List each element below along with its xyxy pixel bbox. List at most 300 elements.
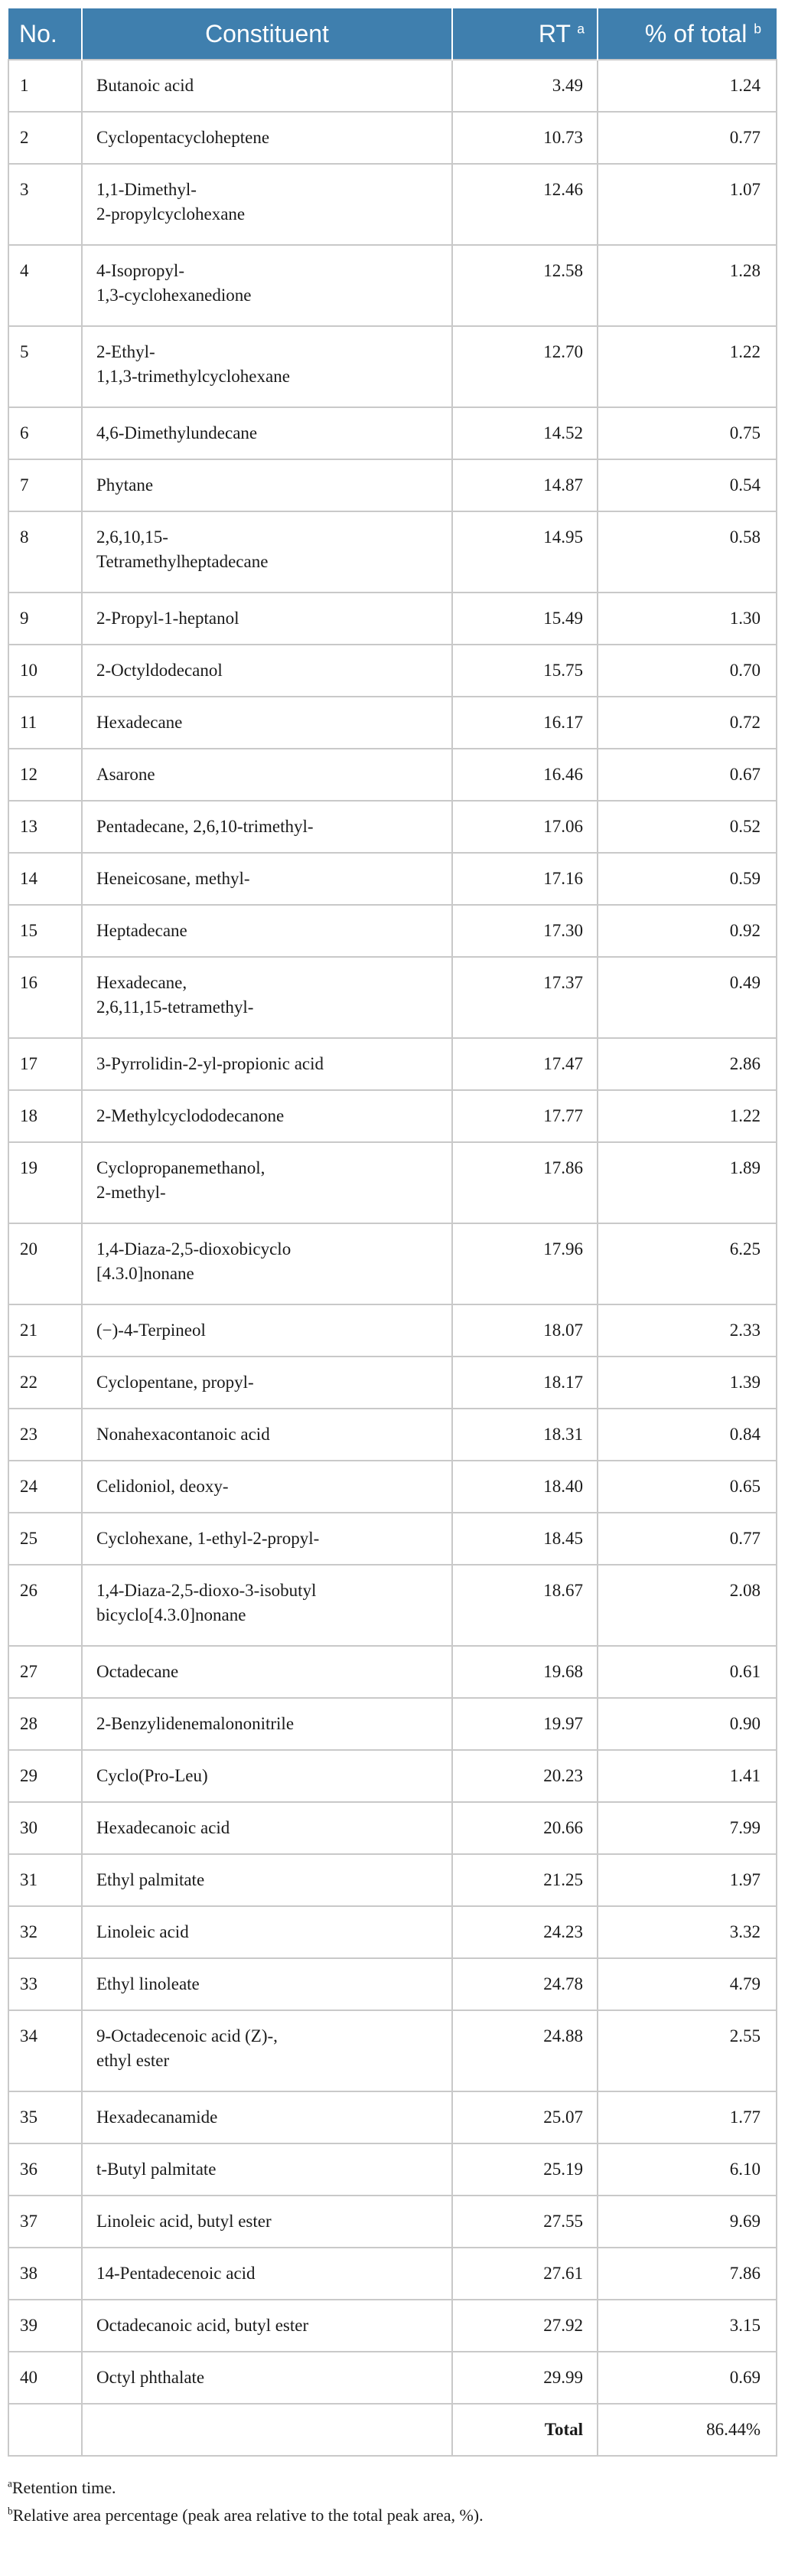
retention-time-text: 17.16 (543, 869, 583, 888)
constituent-name (82, 1646, 452, 1698)
constituent-name (82, 1409, 452, 1461)
row-number-text: 5 (20, 342, 29, 361)
constituent-name (82, 164, 452, 245)
table-row (8, 1906, 777, 1958)
constituent-name (82, 1142, 452, 1223)
row-number-text: 12 (20, 765, 37, 784)
table-row (8, 2196, 777, 2248)
row-number-text: 28 (20, 1714, 37, 1733)
retention-time (452, 905, 598, 957)
retention-time-text: 18.67 (543, 1581, 583, 1600)
row-number (8, 1090, 82, 1142)
percent-of-total (598, 459, 777, 511)
percent-of-total-text: 4.79 (729, 1974, 761, 1993)
retention-time (452, 801, 598, 853)
percent-of-total (598, 2010, 777, 2091)
percent-of-total (598, 1854, 777, 1906)
row-number (8, 2248, 82, 2300)
row-number (8, 2143, 82, 2196)
constituent-name-text: 1,4-Diaza-2,5-dioxobicyclo [4.3.0]nonane (96, 1239, 292, 1283)
header-percent-footnote-mark: b (754, 20, 761, 36)
retention-time-text: 10.73 (543, 128, 583, 147)
constituent-name (82, 697, 452, 749)
row-number-text: 11 (20, 713, 37, 732)
constituent-name (82, 645, 452, 697)
percent-of-total (598, 2352, 777, 2404)
retention-time-text: 17.96 (543, 1239, 583, 1259)
constituent-name (82, 60, 452, 112)
percent-of-total-text: 0.75 (729, 423, 761, 442)
retention-time (452, 645, 598, 697)
percent-of-total-text: 0.59 (729, 869, 761, 888)
retention-time (452, 1698, 598, 1750)
retention-time (452, 1565, 598, 1646)
percent-of-total-text: 9.69 (729, 2212, 761, 2231)
percent-of-total-text: 0.58 (729, 527, 761, 547)
table-row (8, 2248, 777, 2300)
row-number (8, 2196, 82, 2248)
table-row (8, 245, 777, 326)
table-row (8, 1142, 777, 1223)
percent-of-total-text: 6.10 (729, 2160, 761, 2179)
constituent-name (82, 2352, 452, 2404)
table-body (8, 60, 777, 2456)
retention-time (452, 1906, 598, 1958)
retention-time (452, 1038, 598, 1090)
percent-of-total-text: 0.70 (729, 661, 761, 680)
retention-time-text: 20.66 (543, 1818, 583, 1837)
percent-of-total (598, 112, 777, 164)
percent-of-total-text: 1.22 (729, 342, 761, 361)
retention-time-text: 18.17 (543, 1373, 583, 1392)
row-number (8, 853, 82, 905)
retention-time (452, 749, 598, 801)
constituent-name-text: Heneicosane, methyl- (96, 869, 250, 888)
row-number (8, 1906, 82, 1958)
constituent-name (82, 2091, 452, 2143)
row-number-text: 8 (20, 527, 29, 547)
row-number-text: 6 (20, 423, 29, 442)
table-row (8, 511, 777, 593)
retention-time (452, 1409, 598, 1461)
row-number-text: 13 (20, 817, 37, 836)
constituent-name-text: Nonahexacontanoic acid (96, 1425, 270, 1444)
retention-time-text: 25.07 (543, 2107, 583, 2127)
row-number-text: 18 (20, 1106, 37, 1125)
row-number-text: 14 (20, 869, 37, 888)
table-row (8, 2300, 777, 2352)
retention-time-text: 20.23 (543, 1766, 583, 1785)
row-number (8, 245, 82, 326)
constituent-name-text: Celidoniol, deoxy- (96, 1477, 229, 1496)
retention-time (452, 2352, 598, 2404)
row-number (8, 1461, 82, 1513)
table-row (8, 112, 777, 164)
percent-of-total (598, 1802, 777, 1854)
constituent-name (82, 2300, 452, 2352)
retention-time (452, 2300, 598, 2352)
constituent-name-text: Octadecane (96, 1662, 179, 1681)
constituents-table (8, 8, 777, 2457)
constituent-name (82, 957, 452, 1038)
row-number-text: 19 (20, 1158, 37, 1177)
percent-of-total (598, 2143, 777, 2196)
retention-time (452, 697, 598, 749)
constituent-name-text: Cyclo(Pro-Leu) (96, 1766, 208, 1785)
retention-time-text: 18.45 (543, 1529, 583, 1548)
retention-time (452, 2248, 598, 2300)
constituent-name (82, 112, 452, 164)
table-row (8, 957, 777, 1038)
percent-of-total (598, 749, 777, 801)
retention-time-text: 3.49 (552, 76, 583, 95)
constituent-name (82, 749, 452, 801)
table-row (8, 1854, 777, 1906)
percent-of-total-text: 0.84 (729, 1425, 761, 1444)
header-no: No. (8, 8, 82, 60)
total-value (598, 2404, 777, 2456)
row-number-text: 38 (20, 2264, 37, 2283)
percent-of-total-text: 0.77 (729, 128, 761, 147)
constituent-name-text: Cyclopentane, propyl- (96, 1373, 254, 1392)
percent-of-total (598, 407, 777, 459)
constituent-name-text: Cyclohexane, 1-ethyl-2-propyl- (96, 1529, 320, 1548)
retention-time-text: 16.17 (543, 713, 583, 732)
footnote-a-text: Retention time. (11, 2478, 116, 2497)
row-number (8, 1565, 82, 1646)
constituent-name-text: Octyl phthalate (96, 2368, 205, 2387)
constituent-name-text: 2,6,10,15- Tetramethylheptadecane (96, 527, 269, 571)
percent-of-total-text: 0.49 (729, 973, 761, 992)
constituent-name (82, 2010, 452, 2091)
retention-time-text: 12.58 (543, 261, 583, 280)
retention-time-text: 17.47 (543, 1054, 583, 1073)
retention-time (452, 2091, 598, 2143)
table-row (8, 801, 777, 853)
retention-time-text: 17.30 (543, 921, 583, 940)
row-number-text: 37 (20, 2212, 37, 2231)
row-number (8, 905, 82, 957)
constituent-name-text: Hexadecane (96, 713, 183, 732)
percent-of-total (598, 1906, 777, 1958)
row-number (8, 1698, 82, 1750)
constituent-name (82, 1090, 452, 1142)
percent-of-total-text: 2.55 (729, 2026, 761, 2045)
row-number-text: 10 (20, 661, 37, 680)
constituent-name-text: Hexadecane, 2,6,11,15-tetramethyl- (96, 973, 254, 1017)
constituent-name-text: Heptadecane (96, 921, 187, 940)
percent-of-total-text: 2.08 (729, 1581, 761, 1600)
percent-of-total-text: 6.25 (729, 1239, 761, 1259)
retention-time-text: 17.06 (543, 817, 583, 836)
table-row (8, 1646, 777, 1698)
retention-time (452, 326, 598, 407)
constituent-name (82, 801, 452, 853)
constituent-name (82, 1304, 452, 1357)
percent-of-total (598, 60, 777, 112)
percent-of-total-text: 0.92 (729, 921, 761, 940)
percent-of-total-text: 7.99 (729, 1818, 761, 1837)
percent-of-total-text: 0.61 (729, 1662, 761, 1681)
constituent-name (82, 1357, 452, 1409)
retention-time (452, 1223, 598, 1304)
constituent-name (82, 1038, 452, 1090)
row-number-text: 23 (20, 1425, 37, 1444)
constituent-name (82, 326, 452, 407)
table-row (8, 1304, 777, 1357)
retention-time-text: 21.25 (543, 1870, 583, 1889)
percent-of-total-text: 0.72 (729, 713, 761, 732)
percent-of-total-text: 1.89 (729, 1158, 761, 1177)
retention-time (452, 1142, 598, 1223)
retention-time-text: 19.68 (543, 1662, 583, 1681)
percent-of-total-text: 3.15 (729, 2316, 761, 2335)
table-row (8, 905, 777, 957)
constituent-name-text: Cyclopropanemethanol, 2-methyl- (96, 1158, 265, 1202)
retention-time (452, 1646, 598, 1698)
row-number (8, 2010, 82, 2091)
table-header-row (8, 8, 777, 60)
row-number (8, 1802, 82, 1854)
constituent-name (82, 1750, 452, 1802)
retention-time (452, 1304, 598, 1357)
table-row (8, 1409, 777, 1461)
row-number (8, 593, 82, 645)
constituent-name-text: Octadecanoic acid, butyl ester (96, 2316, 309, 2335)
retention-time (452, 1090, 598, 1142)
footnote-a-mark: a (8, 2477, 12, 2489)
retention-time (452, 459, 598, 511)
percent-of-total-text: 1.30 (729, 609, 761, 628)
row-number (8, 1038, 82, 1090)
footnote-b-mark: b (8, 2505, 13, 2517)
constituent-name-text: 4-Isopropyl- 1,3-cyclohexanedione (96, 261, 252, 305)
percent-of-total (598, 1304, 777, 1357)
retention-time-text: 17.86 (543, 1158, 583, 1177)
retention-time-text: 14.95 (543, 527, 583, 547)
constituent-name-text: Ethyl palmitate (96, 1870, 205, 1889)
table-row (8, 1958, 777, 2010)
constituent-name (82, 245, 452, 326)
percent-of-total (598, 1698, 777, 1750)
retention-time-text: 12.70 (543, 342, 583, 361)
footnote-b (8, 2506, 776, 2525)
row-number-text: 29 (20, 1766, 37, 1785)
percent-of-total (598, 1223, 777, 1304)
constituent-name (82, 459, 452, 511)
total-empty-name (82, 2404, 452, 2456)
constituent-name (82, 2196, 452, 2248)
retention-time (452, 1802, 598, 1854)
row-number (8, 511, 82, 593)
row-number-text: 20 (20, 1239, 37, 1259)
row-number (8, 801, 82, 853)
table-row (8, 1513, 777, 1565)
header-percent-total (598, 8, 777, 60)
total-row (8, 2404, 777, 2456)
percent-of-total-text: 7.86 (729, 2264, 761, 2283)
percent-of-total-text: 1.41 (729, 1766, 761, 1785)
percent-of-total-text: 1.97 (729, 1870, 761, 1889)
percent-of-total-text: 1.24 (729, 76, 761, 95)
row-number (8, 2300, 82, 2352)
percent-of-total (598, 1409, 777, 1461)
row-number-text: 36 (20, 2160, 37, 2179)
row-number (8, 2091, 82, 2143)
percent-of-total (598, 957, 777, 1038)
percent-of-total (598, 245, 777, 326)
row-number-text: 3 (20, 180, 29, 199)
percent-of-total-text: 1.22 (729, 1106, 761, 1125)
row-number (8, 1750, 82, 1802)
percent-of-total (598, 2196, 777, 2248)
retention-time-text: 29.99 (543, 2368, 583, 2387)
row-number (8, 60, 82, 112)
constituent-name-text: 9-Octadecenoic acid (Z)-, ethyl ester (96, 2026, 278, 2070)
constituent-name (82, 1461, 452, 1513)
table-row (8, 1750, 777, 1802)
constituent-name (82, 1854, 452, 1906)
percent-of-total-text: 1.39 (729, 1373, 761, 1392)
table-row (8, 60, 777, 112)
retention-time-text: 14.52 (543, 423, 583, 442)
row-number (8, 1357, 82, 1409)
retention-time-text: 24.88 (543, 2026, 583, 2045)
header-rt-label: RT (538, 19, 571, 47)
percent-of-total (598, 1646, 777, 1698)
retention-time-text: 15.49 (543, 609, 583, 628)
constituent-name-text: Butanoic acid (96, 76, 194, 95)
percent-of-total (598, 1038, 777, 1090)
table-row (8, 853, 777, 905)
row-number (8, 1142, 82, 1223)
percent-of-total (598, 2248, 777, 2300)
row-number-text: 32 (20, 1922, 37, 1941)
row-number-text: 2 (20, 128, 29, 147)
retention-time (452, 2143, 598, 2196)
retention-time-text: 24.78 (543, 1974, 583, 1993)
row-number (8, 645, 82, 697)
percent-of-total (598, 853, 777, 905)
constituent-name-text: Phytane (96, 475, 154, 495)
constituent-name-text: 14-Pentadecenoic acid (96, 2264, 256, 2283)
row-number-text: 30 (20, 1818, 37, 1837)
percent-of-total-text: 0.54 (729, 475, 761, 495)
retention-time-text: 27.92 (543, 2316, 583, 2335)
constituent-name (82, 1802, 452, 1854)
table-footnotes (8, 2478, 776, 2533)
retention-time (452, 245, 598, 326)
constituent-name-text: 2-Octyldodecanol (96, 661, 223, 680)
percent-of-total-text: 1.07 (729, 180, 761, 199)
table-row (8, 2352, 777, 2404)
row-number-text: 16 (20, 973, 37, 992)
row-number (8, 112, 82, 164)
constituent-name (82, 511, 452, 593)
total-value-text: 86.44% (706, 2420, 761, 2439)
constituent-name (82, 1513, 452, 1565)
row-number (8, 1646, 82, 1698)
retention-time-text: 27.61 (543, 2264, 583, 2283)
percent-of-total (598, 164, 777, 245)
percent-of-total-text: 3.32 (729, 1922, 761, 1941)
row-number-text: 24 (20, 1477, 37, 1496)
row-number (8, 1409, 82, 1461)
constituent-name-text: 1,4-Diaza-2,5-dioxo-3-isobutyl bicyclo[4.3.0]nonane (96, 1581, 317, 1624)
table-row (8, 1357, 777, 1409)
footnote-b-text: Relative area percentage (peak area relative to the total peak area, %). (12, 2506, 484, 2525)
table-row (8, 1223, 777, 1304)
constituent-name (82, 1565, 452, 1646)
retention-time (452, 2010, 598, 2091)
row-number (8, 1304, 82, 1357)
table-row (8, 459, 777, 511)
table-row (8, 1038, 777, 1090)
constituent-name (82, 1906, 452, 1958)
total-label (452, 2404, 598, 2456)
percent-of-total (598, 1750, 777, 1802)
constituent-name-text: 2-Propyl-1-heptanol (96, 609, 239, 628)
constituent-name (82, 1958, 452, 2010)
retention-time (452, 957, 598, 1038)
row-number (8, 164, 82, 245)
table-row (8, 1698, 777, 1750)
header-rt (452, 8, 598, 60)
percent-of-total (598, 1461, 777, 1513)
retention-time-text: 17.77 (543, 1106, 583, 1125)
retention-time (452, 60, 598, 112)
row-number-text: 4 (20, 261, 29, 280)
retention-time (452, 407, 598, 459)
constituent-name-text: Pentadecane, 2,6,10-trimethyl- (96, 817, 314, 836)
row-number-text: 21 (20, 1321, 37, 1340)
table-row (8, 697, 777, 749)
row-number-text: 39 (20, 2316, 37, 2335)
table-row (8, 407, 777, 459)
percent-of-total (598, 1357, 777, 1409)
constituents-table-container (8, 8, 776, 2457)
percent-of-total-text: 0.52 (729, 817, 761, 836)
percent-of-total (598, 2300, 777, 2352)
retention-time-text: 15.75 (543, 661, 583, 680)
retention-time-text: 19.97 (543, 1714, 583, 1733)
table-row (8, 1090, 777, 1142)
percent-of-total (598, 1090, 777, 1142)
retention-time (452, 1461, 598, 1513)
table-row (8, 1461, 777, 1513)
constituent-name-text: Hexadecanamide (96, 2107, 218, 2127)
constituent-name (82, 853, 452, 905)
row-number-text: 33 (20, 1974, 37, 1993)
constituent-name-text: Linoleic acid (96, 1922, 189, 1941)
constituent-name-text: 3-Pyrrolidin-2-yl-propionic acid (96, 1054, 324, 1073)
retention-time (452, 593, 598, 645)
percent-of-total (598, 697, 777, 749)
retention-time-text: 14.87 (543, 475, 583, 495)
retention-time (452, 1958, 598, 2010)
retention-time (452, 1750, 598, 1802)
percent-of-total-text: 0.67 (729, 765, 761, 784)
row-number-text: 9 (20, 609, 29, 628)
retention-time (452, 164, 598, 245)
percent-of-total-text: 0.77 (729, 1529, 761, 1548)
row-number-text: 27 (20, 1662, 37, 1681)
row-number (8, 957, 82, 1038)
table-row (8, 2010, 777, 2091)
constituent-name-text: 4,6-Dimethylundecane (96, 423, 258, 442)
percent-of-total (598, 1513, 777, 1565)
row-number (8, 326, 82, 407)
